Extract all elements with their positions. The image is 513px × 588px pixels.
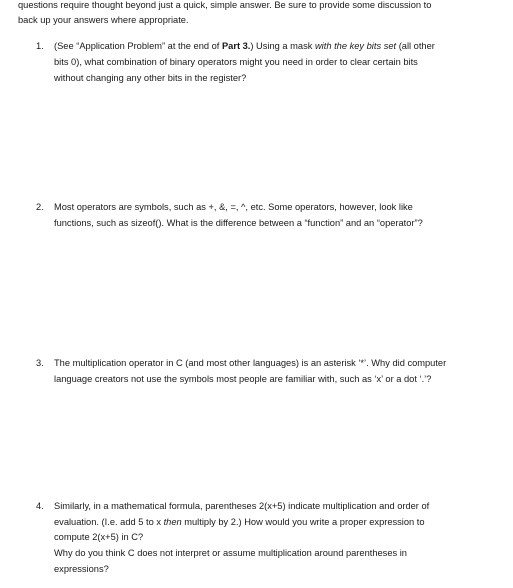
question-number: 3. — [36, 358, 44, 368]
question-text: (all other — [396, 41, 435, 51]
question-4-line-4: Why do you think C does not interpret or assume multiplication around parentheses in — [54, 548, 407, 558]
question-text: ) Using a mask — [250, 41, 315, 51]
question-text-italic: with the key bits set — [314, 41, 397, 51]
intro-line-2: back up your answers where appropriate. — [18, 15, 189, 25]
question-text-italic: then — [163, 517, 182, 527]
question-4-line-5: expressions? — [54, 564, 109, 574]
question-text: (See “Application Problem” at the end of — [54, 41, 222, 51]
question-4-line-3: compute 2(x+5) in C? — [54, 532, 144, 542]
question-text: evaluation. (I.e. add 5 to x — [54, 517, 164, 527]
question-number: 2. — [36, 202, 44, 212]
question-1-line-1 — [54, 40, 435, 52]
question-3-line-2: language creators not use the symbols most people are familiar with, such as ‘x’ or a dot ‘.’? — [54, 374, 432, 384]
question-2-line-2: functions, such as sizeof(). What is the difference between a “function” and an “operator”? — [54, 218, 423, 228]
question-number: 1. — [36, 41, 44, 51]
question-number: 4. — [36, 501, 44, 511]
question-4-line-1: Similarly, in a mathematical formula, parentheses 2(x+5) indicate multiplication and order of — [54, 501, 430, 511]
question-3-line-1: The multiplication operator in C (and most other languages) is an asterisk ‘*’. Why did computer — [54, 358, 447, 368]
question-1-line-3: without changing any other bits in the register? — [54, 73, 247, 83]
question-1-line-2: bits 0), what combination of binary operators might you need in order to clear certain bits — [54, 57, 418, 67]
intro-line-1: questions require thought beyond just a quick, simple answer. Be sure to provide some discussion to — [18, 0, 432, 10]
question-4-line-2 — [54, 516, 425, 528]
question-2-line-1: Most operators are symbols, such as +, &, =, ^, etc. Some operators, however, look like — [54, 202, 413, 212]
question-text-bold: Part 3. — [221, 41, 251, 51]
question-text: multiply by 2.) How would you write a proper expression to — [181, 517, 425, 527]
